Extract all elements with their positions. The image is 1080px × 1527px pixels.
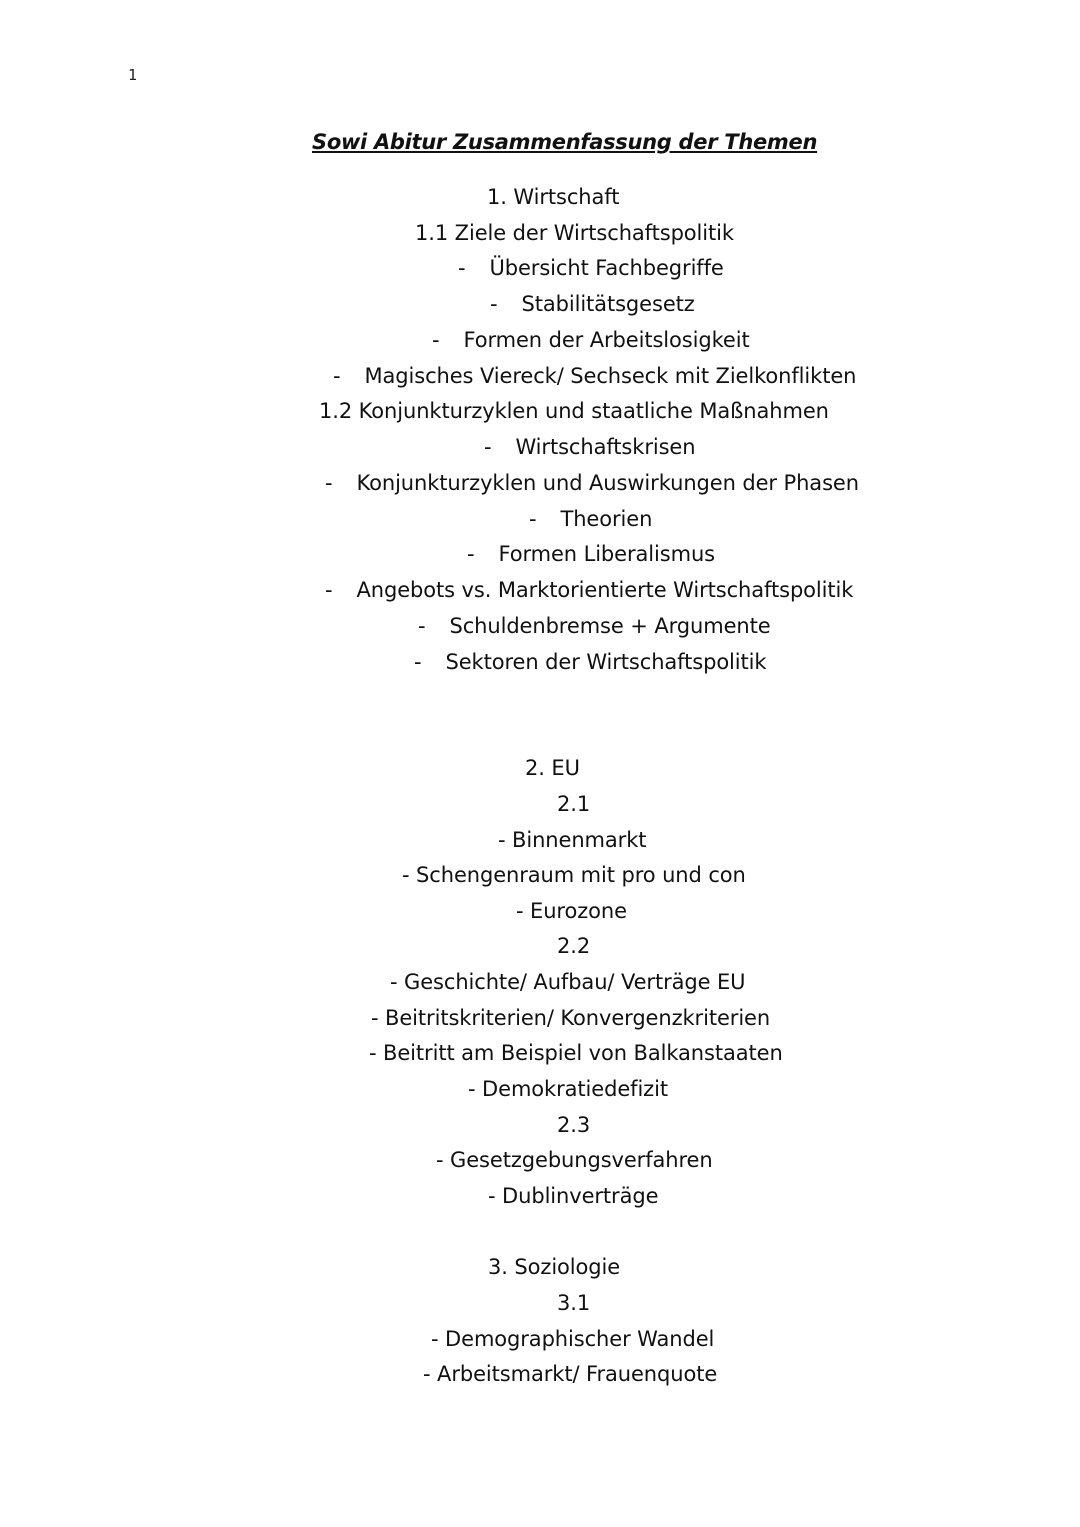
- list-item: - Formen der Arbeitslosigkeit: [432, 328, 750, 352]
- list-item: - Demographischer Wandel: [431, 1327, 715, 1351]
- list-item: - Beitritt am Beispiel von Balkanstaaten: [369, 1041, 783, 1065]
- list-item: - Angebots vs. Marktorientierte Wirtschaftspolitik: [325, 578, 854, 602]
- subsection-heading-1-2: 1.2 Konjunkturzyklen und staatliche Maßnahmen: [319, 399, 829, 423]
- section-heading-wirtschaft: 1. Wirtschaft: [487, 185, 620, 209]
- list-item: - Arbeitsmarkt/ Frauenquote: [423, 1362, 718, 1386]
- list-item: - Beitritskriterien/ Konvergenzkriterien: [371, 1006, 771, 1030]
- list-item: - Theorien: [529, 507, 653, 531]
- list-item: - Eurozone: [516, 899, 627, 923]
- page-number: 1: [128, 66, 138, 84]
- list-item: - Formen Liberalismus: [467, 542, 715, 566]
- list-item: - Gesetzgebungsverfahren: [436, 1148, 713, 1172]
- list-item: - Konjunkturzyklen und Auswirkungen der Phasen: [325, 471, 859, 495]
- section-heading-eu: 2. EU: [525, 756, 580, 780]
- list-item: - Binnenmarkt: [498, 828, 647, 852]
- section-heading-soziologie: 3. Soziologie: [488, 1255, 621, 1279]
- list-item: - Wirtschaftskrisen: [484, 435, 696, 459]
- subsection-heading-2-3: 2.3: [557, 1113, 591, 1137]
- list-item: - Sektoren der Wirtschaftspolitik: [414, 650, 767, 674]
- subsection-heading-2-1: 2.1: [557, 792, 591, 816]
- list-item: - Dublinverträge: [488, 1184, 659, 1208]
- subsection-heading-2-2: 2.2: [557, 934, 591, 958]
- list-item: - Schengenraum mit pro und con: [402, 863, 746, 887]
- list-item: - Geschichte/ Aufbau/ Verträge EU: [390, 970, 746, 994]
- list-item: - Übersicht Fachbegriffe: [458, 256, 724, 280]
- subsection-heading-3-1: 3.1: [557, 1291, 591, 1315]
- list-item: - Schuldenbremse + Argumente: [418, 614, 771, 638]
- list-item: - Magisches Viereck/ Sechseck mit Zielkonflikten: [333, 364, 857, 388]
- list-item: - Stabilitätsgesetz: [490, 292, 695, 316]
- document-title: Sowi Abitur Zusammenfassung der Themen: [312, 130, 818, 154]
- list-item: - Demokratiedefizit: [468, 1077, 668, 1101]
- subsection-heading-1-1: 1.1 Ziele der Wirtschaftspolitik: [415, 221, 734, 245]
